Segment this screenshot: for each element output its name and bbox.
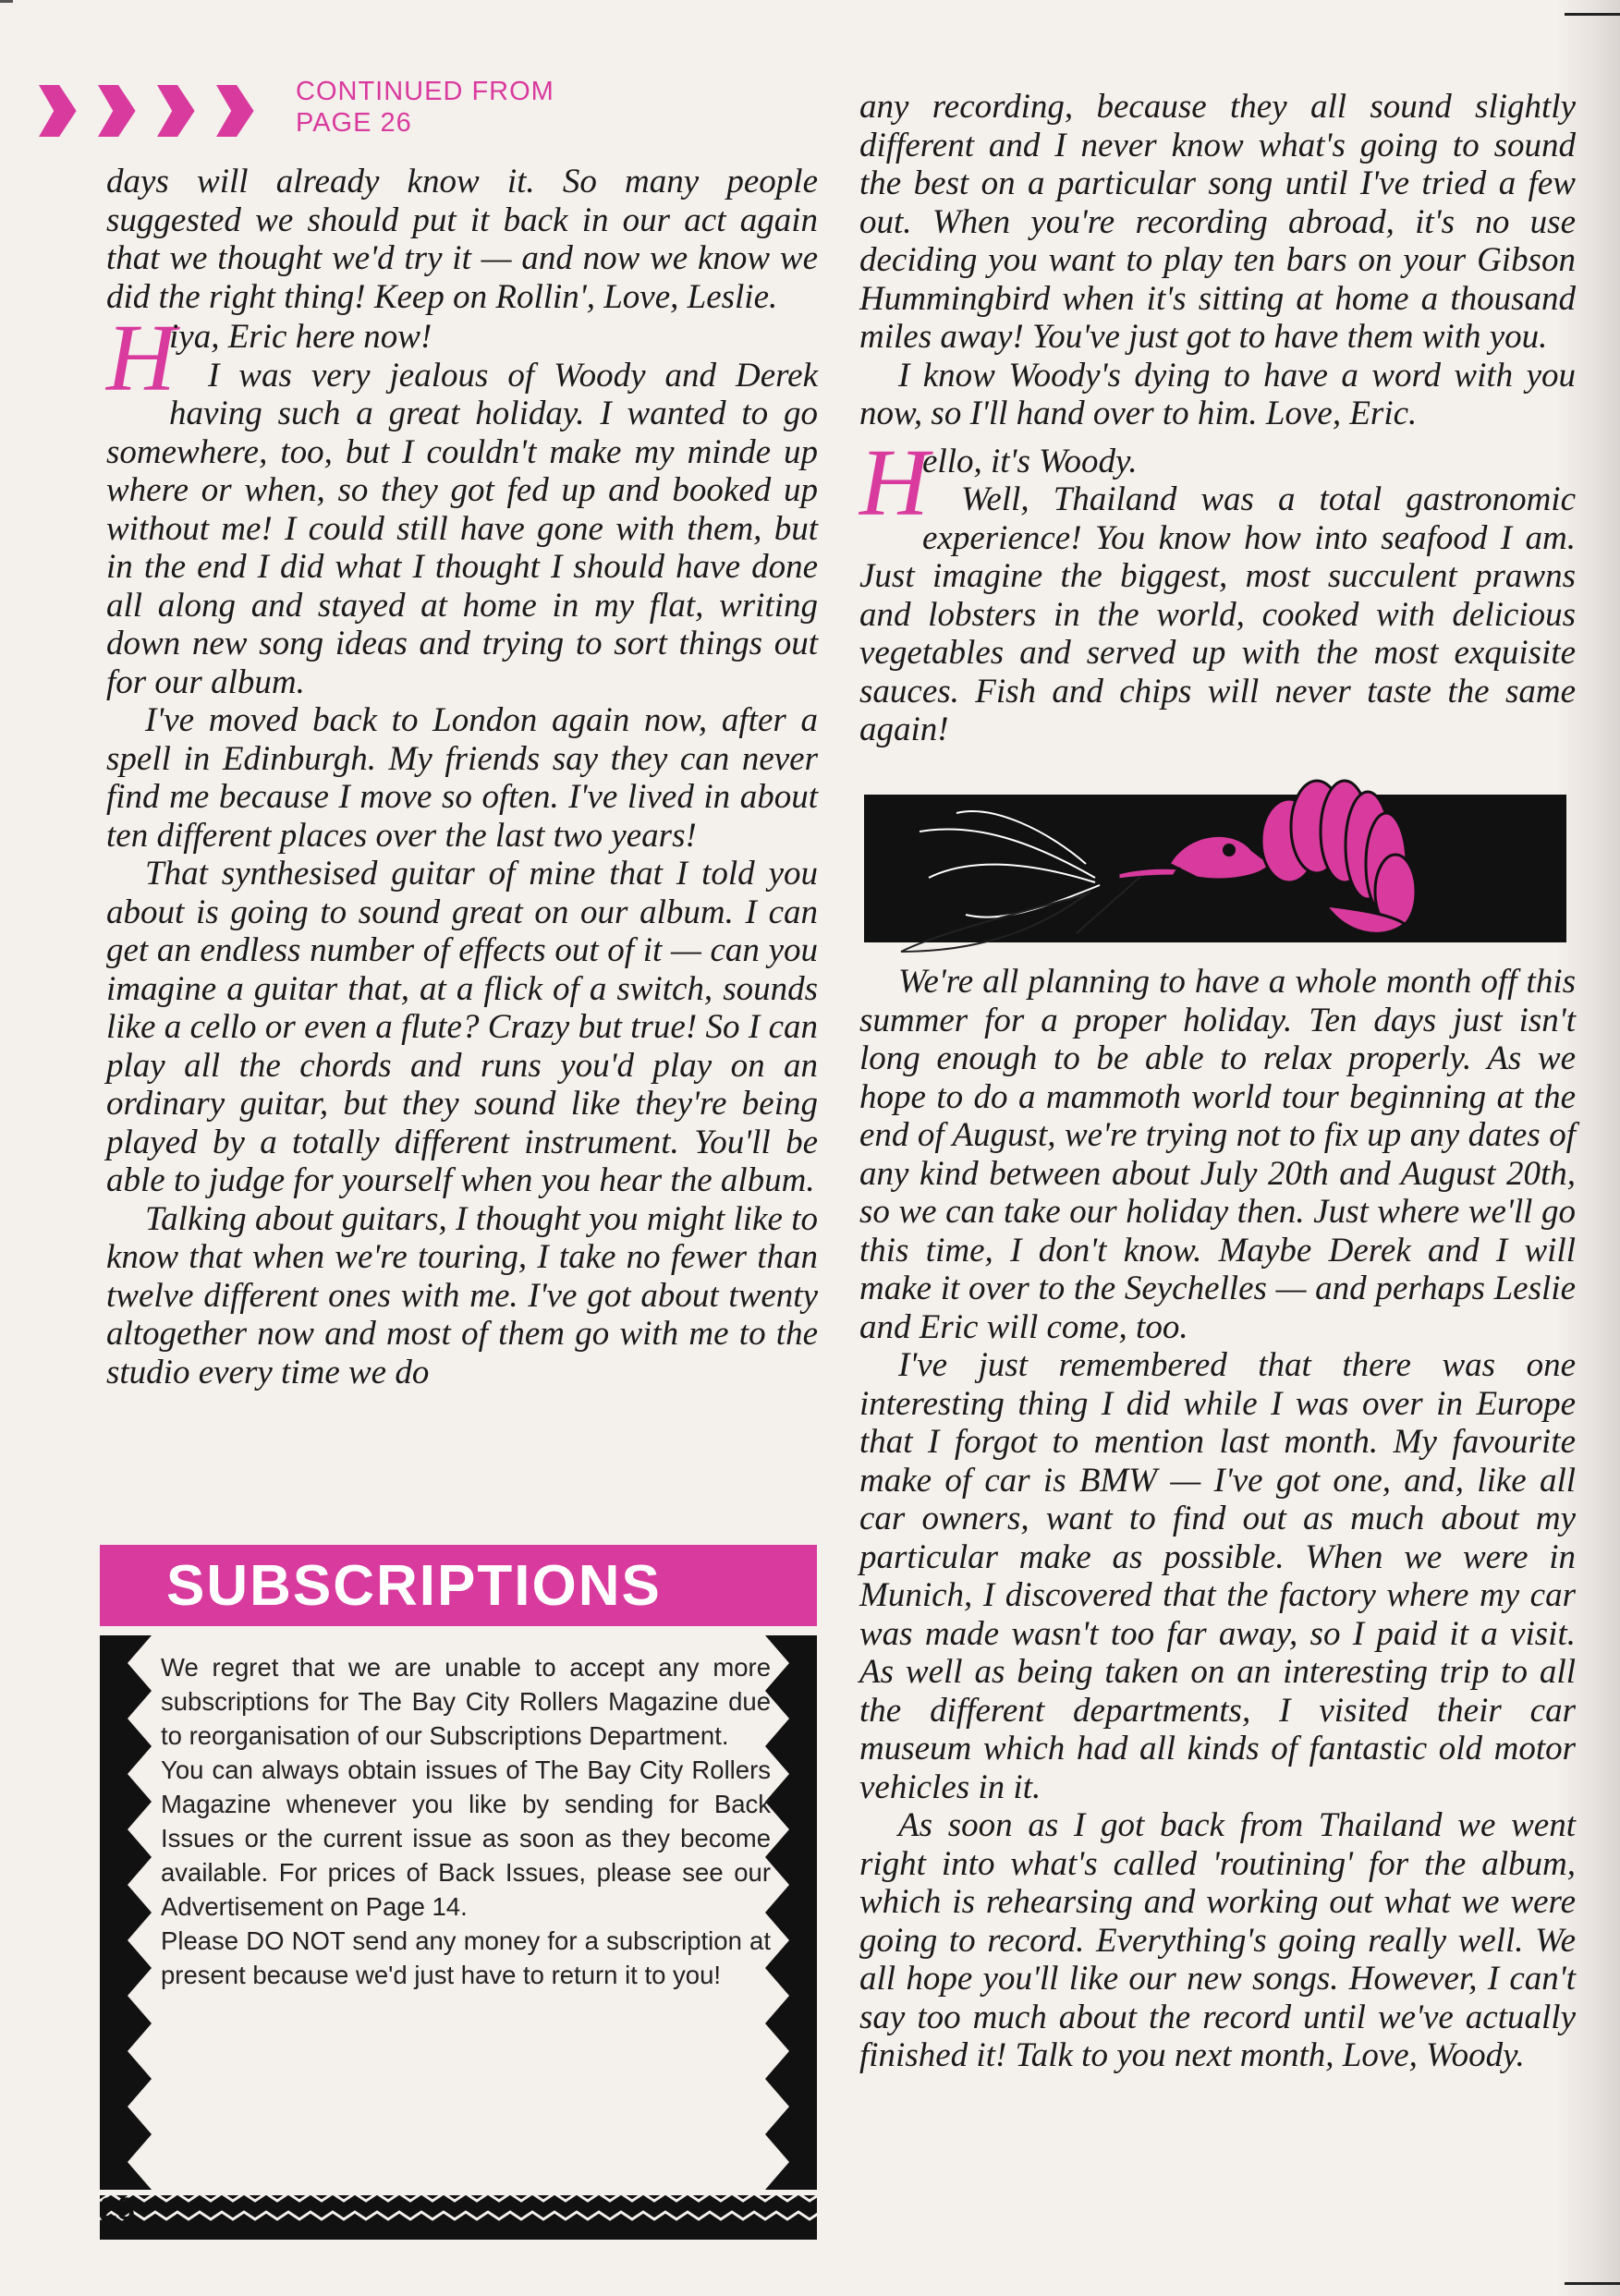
double-chevron-icon (98, 85, 152, 137)
subscriptions-text (161, 1650, 771, 1992)
subscriptions-banner (100, 1545, 817, 1626)
subscriptions-paragraph-3: Please DO NOT send any money for a subscription at present because we'd just have to return it to you! (161, 1926, 771, 1989)
drop-cap: H (859, 429, 930, 536)
prawn-icon (864, 776, 1566, 961)
woody-paragraph-4: As soon as I got back from Thailand we went right into what's called 'routining' for the album, which is rehearsing and working out what we were going to record. Everything's going really well. We all hope you'll like our new songs. However, I can't say too much about the record until we've actually finished it! Talk to you next month, Love, Woody. (859, 1806, 1576, 2074)
woody-paragraph-2: We're all planning to have a whole month off this summer for a proper holiday. Ten days just isn't long enough to be able to relax properly. As we hope to do a mammoth world tour beginning at the end of August, we're trying not to fix up any dates of any kind between about July 20th and August 20th, so we can take our holiday then. Just where we'll go this time, I don't know. Maybe Derek and I will make it over to the Seychelles — and perhaps Leslie and Eric will come, too. (859, 963, 1576, 1346)
arrow-icons (39, 85, 270, 137)
eric-paragraph-5: any recording, because they all sound slightly different and I never know what's going to sound the best on a particular song until I've tried a few out. When you're recording abroad, it's no use deciding you want to play ten bars on your Gibson Hummingbird when it's sitting at home a thousand miles away! You've just got to have them with you. (859, 88, 1576, 356)
eric-paragraph-3: That synthesised guitar of mine that I told you about is going to sound great on our album. I can get an endless number of effects out of it — can you imagine a guitar that, at a flick of a switch, sounds like a cello or even a flute? Crazy but true! So I can play all the chords and runs you'd play on an ordinary guitar, but they sound like they're being played by a totally different instrument. You'll be able to judge for yourself when you hear the album. (106, 855, 818, 1199)
woody-greeting: ello, it's Woody. (922, 442, 1138, 480)
woody-section (859, 429, 1576, 749)
double-chevron-icon (157, 85, 211, 137)
zigzag-border-left-icon (100, 1635, 152, 2190)
leslie-closing-paragraph: days will already know it. So many people suggested we should put it back in our act again that we thought we'd try it — and now we know we did the right thing! Keep on Rollin', Love, Leslie. (106, 163, 818, 316)
subscriptions-paragraph-1: We regret that we are unable to accept any more subscriptions for The Bay City Rollers Magazine due to reorganisation of our Subscriptions Department. (161, 1653, 771, 1750)
eric-paragraph-2: I've moved back to London again now, after a spell in Edinburgh. My friends say they can never find me because I move so often. I've lived in about ten different places over the last two years! (106, 701, 818, 855)
page-number: 28 (100, 2192, 135, 2227)
crop-mark (0, 0, 13, 3)
subscriptions-paragraph-2: You can always obtain issues of The Bay City Rollers Magazine whenever you like by sending for Back Issues or the current issue as soon as they become available. For prices of Back Issues, please see our Advertisement on Page 14. (161, 1755, 771, 1921)
subscriptions-body (100, 1635, 817, 2197)
double-chevron-icon (216, 85, 270, 137)
eric-signoff: I know Woody's dying to have a word with you now, so I'll hand over to him. Love, Eric. (859, 356, 1576, 432)
crop-mark (1565, 13, 1620, 16)
woody-paragraph-3: I've just remembered that there was one interesting thing I did while I was over in Europe that I forgot to mention last month. My favourite make of car is BMW — I've got one, and, like all car owners, want to find out as much about my particular make as possible. When we were in Munich, I discovered that the factory where my car was made wasn't too far away, so I paid it a visit. As well as being taken on an interesting trip to all the different departments, I visited their car museum which had all kinds of fantastic old motor vehicles in it. (859, 1346, 1576, 1806)
continued-from-header (39, 76, 554, 139)
continued-label (296, 76, 554, 139)
eric-greeting: iya, Eric here now! (169, 318, 432, 356)
left-column (106, 163, 818, 1391)
drop-cap: H (106, 305, 177, 411)
eric-section (106, 305, 818, 701)
subscriptions-title: SUBSCRIPTIONS (166, 1553, 662, 1618)
continued-line-1: CONTINUED FROM (296, 77, 554, 106)
zigzag-border-right-icon (765, 1635, 817, 2190)
eric-paragraph-1: I was very jealous of Woody and Derek having such a great holiday. I wanted to go somewhere, too, but I couldn't make my minde up where or when, so they got fed up and booked up without me! I could still have gone with them, but in the end I did what I thought I should have done all along and stayed at home in my flat, writing down new song ideas and trying to sort things out for our album. (106, 356, 818, 701)
right-column-lower (859, 963, 1576, 2075)
prawn-illustration (864, 795, 1566, 942)
woody-paragraph-1: Well, Thailand was a total gastronomic experience! You know how into seafood I am. Just imagine the biggest, most succulent prawns and lobsters in the world, cooked with delicious vegetables and served up with the most exquisite sauces. Fish and chips will never taste the same again! (859, 480, 1576, 748)
right-column-upper (859, 88, 1576, 749)
crop-mark (1565, 2282, 1620, 2285)
subscriptions-box (100, 1545, 817, 2197)
eric-paragraph-4: Talking about guitars, I thought you might like to know that when we're touring, I take no fewer than twelve different ones with me. I've got about twenty altogether now and most of them go with me to the studio every time we do (106, 1199, 818, 1391)
zigzag-border-bottom-icon (100, 2188, 817, 2240)
double-chevron-icon (39, 85, 92, 137)
continued-line-2: PAGE 26 (296, 108, 412, 138)
